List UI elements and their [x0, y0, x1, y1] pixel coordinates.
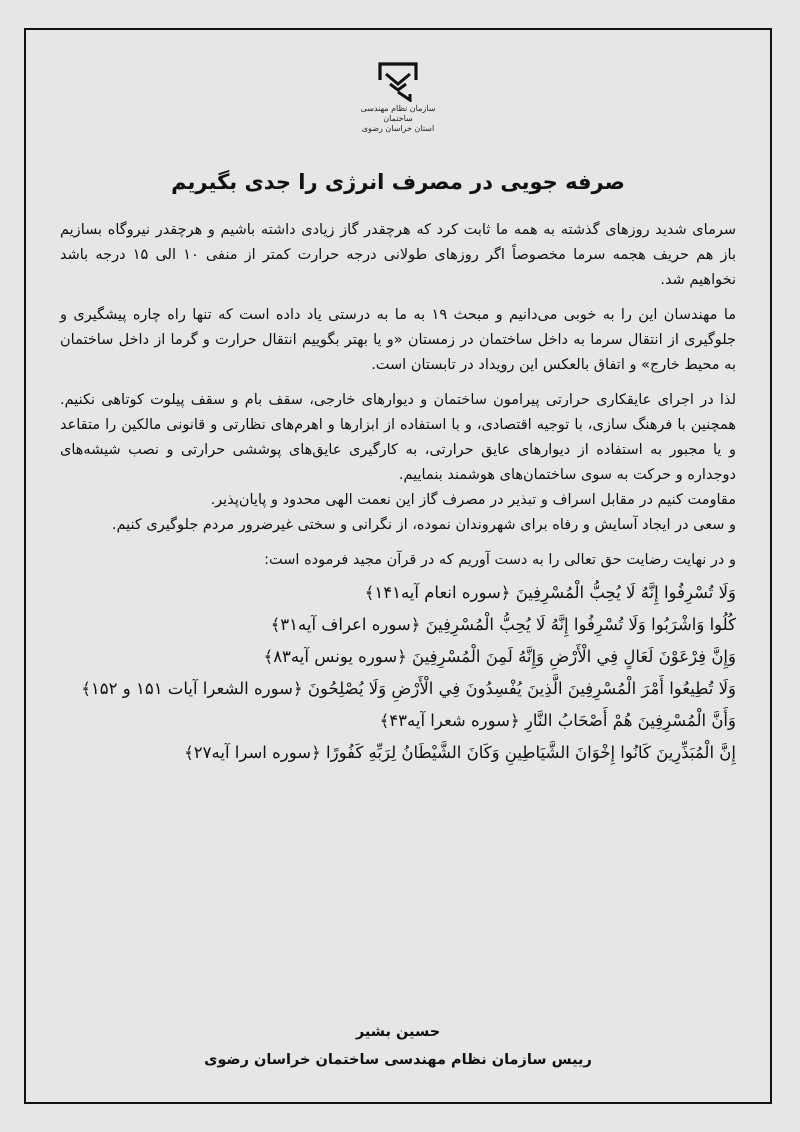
paragraph-1: سرمای شدید روزهای گذشته به همه ما ثابت کرد که هرچقدر گاز زیادی داشته باشیم و هرچقدر نیروگاه بسازیم باز هم حریف هجمه سرما مخصوصاً اگر روزهای طولانی درجه حرارت کمتر از منفی ۱۰ الی ۱۵ درجه باشد نخواهیم شد. — [60, 222, 736, 288]
logo-caption-line2: استان خراسان رضوی — [361, 124, 435, 133]
organization-logo — [353, 58, 443, 134]
signature-block — [26, 1018, 770, 1074]
document-frame — [24, 28, 772, 1104]
paragraph-2: ما مهندسان این را به خوبی می‌دانیم و مبحث ۱۹ به ما به درستی یاد داده است که تنها راه چاره پیشگیری و جلوگیری از انتقال سرما به داخل ساختمان در زمستان «و یا بهتر بگوییم انتقال حرارت و گرما از داخل ساختمان به محیط خارج» و اتفاق بالعکس این رویداد در تابستان است. — [60, 307, 736, 373]
quran-verse: وَإِنَّ فِرْعَوْنَ لَعَالٍ فِي الْأَرْضِ وَإِنَّهُ لَمِنَ الْمُسْرِفِينَ ﴿سوره یونس آیه۸۳﴾ — [263, 647, 736, 666]
page-title: صرفه جویی در مصرف انرژی را جدی بگیریم — [171, 170, 625, 194]
logo-caption-line1: سازمان نظام مهندسی ساختمان — [360, 104, 436, 123]
building-logo-icon — [376, 58, 420, 102]
quran-verse: وَلَا تُطِيعُوا أَمْرَ الْمُسْرِفِينَ الَّذِينَ يُفْسِدُونَ فِي الْأَرْضِ وَلَا يُصْلِحُونَ ﴿سوره الشعرا آیات ۱۵۱ و ۱۵۲﴾ — [81, 679, 736, 698]
signer-role: رییس سازمان نظام مهندسی ساختمان خراسان رضوی — [204, 1052, 592, 1068]
paragraph-3: لذا در اجرای عایقکاری حرارتی پیرامون ساختمان و دیوارهای خارجی، سقف بام و سقف پیلوت کوتاهی نکنیم. همچنین با فرهنگ سازی، با توجیه اقتصادی، و با استفاده از ابزارها و اهرم‌های نظارتی و قانونی مالکین را متقاعد و یا مجبور به استفاده از دیوارهای عایق حرارتی، به کارگیری عایق‌های پوششی حرارتی و نصب شیشه‌های دوجداره و حرکت به سوی ساختمان‌های هوشمند بنماییم. — [60, 392, 736, 483]
quran-verse: كُلُوا وَاشْرَبُوا وَلَا تُسْرِفُوا إِنَّهُ لَا يُحِبُّ الْمُسْرِفِينَ ﴿سوره اعراف آیه۳۱﴾ — [270, 615, 736, 634]
document-body — [60, 218, 736, 769]
quran-verses-list — [60, 577, 736, 769]
quran-verse: وَأَنَّ الْمُسْرِفِينَ هُمْ أَصْحَابُ النَّارِ ﴿سوره شعرا آیه۴۳﴾ — [379, 711, 736, 730]
quran-intro: و در نهایت رضایت حق تعالی را به دست آوریم که در قرآن مجید فرموده است: — [264, 552, 736, 568]
quran-verse: إِنَّ الْمُبَذِّرِينَ كَانُوا إِخْوَانَ الشَّيَاطِينِ وَكَانَ الشَّيْطَانُ لِرَبِّهِ كَفُورًا ﴿سوره اسرا آیه۲۷﴾ — [184, 743, 736, 762]
quran-verse: وَلَا تُسْرِفُوا إِنَّهُ لَا يُحِبُّ الْمُسْرِفِينَ ﴿سوره انعام آیه۱۴۱﴾ — [364, 583, 736, 602]
logo-caption — [353, 104, 443, 134]
paragraph-5: و سعی در ایجاد آسایش و رفاه برای شهروندان نموده، از نگرانی و سختی غیرضرور مردم جلوگیری کنیم. — [111, 517, 736, 533]
paragraph-4: مقاومت کنیم در مقابل اسراف و تبذیر در مصرف گاز این نعمت الهی محدود و پایان‌پذیر. — [210, 492, 736, 508]
signer-name: حسین بشیر — [355, 1024, 441, 1040]
